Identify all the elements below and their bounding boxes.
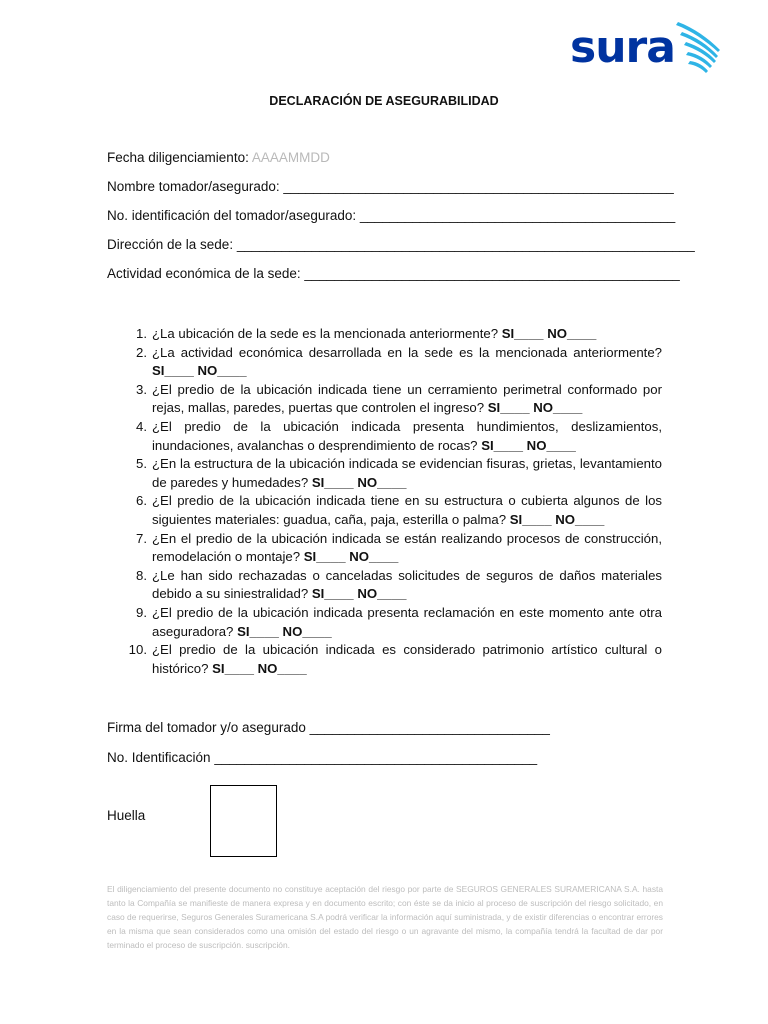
question-number: 3. [136,381,147,397]
question-item [121,381,662,418]
question-text: ¿Le han sido rechazadas o canceladas solicitudes de seguros de daños materiales debido a su siniestralidad? [152,567,662,602]
answer-no[interactable]: NO____ [282,623,332,639]
answer-si[interactable]: SI____ [311,586,354,602]
question-text: ¿La ubicación de la sede es la mencionada anteriormente? [152,326,502,341]
identificacion-label: No. Identificación [107,750,215,765]
field-identificacion[interactable] [107,208,676,237]
field-actividad[interactable] [107,266,680,295]
question-text: ¿El predio de la ubicación indicada presenta hundimientos, deslizamientos, inundaciones, avalanchas o desprendimiento de rocas? [152,418,662,453]
answer-si[interactable]: SI____ [152,363,194,379]
question-text: ¿El predio de la ubicación indicada tiene en su estructura o cubierta algunos de los siguientes materiales: guadua, caña, paja, esterilla o palma? [152,493,662,527]
header-fields [107,150,695,295]
question-number: 4. [136,418,147,434]
sura-logo [570,16,730,80]
field-line: ____________________________________________________ [283,179,674,194]
answer-no[interactable]: NO____ [349,549,399,565]
answer-si[interactable]: SI____ [509,511,552,527]
firma-label: Firma del tomador y/o asegurado [107,720,310,735]
question-item [121,492,662,529]
field-fecha[interactable] [107,150,637,179]
field-line: __________________________________________ [359,208,676,223]
question-number: 1. [136,326,147,341]
answer-no[interactable]: NO____ [526,437,576,453]
answer-no[interactable]: NO____ [197,363,247,379]
field-placeholder: AAAAMMDD [251,150,330,165]
firma-field[interactable] [107,720,550,735]
question-item [121,418,662,455]
field-label: Nombre tomador/asegurado: [107,179,284,194]
answer-si[interactable]: SI____ [237,623,279,639]
question-number: 9. [136,604,147,620]
identificacion-field[interactable] [107,750,537,765]
question-number: 10. [128,642,147,658]
answer-si[interactable]: SI____ [487,400,530,416]
field-nombre[interactable] [107,179,674,208]
answer-si[interactable]: SI____ [212,660,254,676]
answer-si[interactable]: SI____ [481,437,523,453]
question-text: ¿En el predio de la ubicación indicada se están realizando procesos de construcción, remodelación o montaje? [152,530,662,565]
answer-si[interactable]: SI____ [303,549,346,565]
question-item [121,567,662,604]
questions-list [121,325,662,678]
question-number: 2. [136,344,147,360]
question-text: ¿El predio de la ubicación indicada es considerado patrimonio artístico cultural o histórico? [152,642,662,676]
identificacion-line: ___________________________________________ [214,750,538,765]
question-text: ¿El predio de la ubicación indicada tiene un cerramiento perimetral conformado por rejas, mallas, paredes, puertas que controlen el ingreso? [152,381,662,416]
question-number: 7. [136,530,147,546]
answer-no[interactable]: NO____ [533,400,583,416]
field-label: Actividad económica de la sede: [107,266,305,281]
question-item [121,344,662,381]
huella-box[interactable] [210,785,277,857]
document-title: DECLARACIÓN DE ASEGURABILIDAD [269,94,499,108]
field-direccion[interactable] [107,237,695,266]
answer-no[interactable]: NO____ [547,326,597,341]
question-text: ¿El predio de la ubicación indicada presenta reclamación en este momento ante otra aseguradora? [152,604,662,639]
wing-icon [674,18,726,78]
field-line: _____________________________________________________________ [236,237,695,252]
question-item [121,641,662,678]
field-label: Fecha diligenciamiento: [107,150,252,165]
logo-text: sura [570,22,675,73]
firma-line: ________________________________ [309,720,550,735]
question-text: ¿En la estructura de la ubicación indicada se evidencian fisuras, grietas, levantamiento de paredes y humedades? [152,456,662,490]
question-item [121,325,662,344]
question-text: ¿La actividad económica desarrollada en la sede es la mencionada anteriormente? [152,344,662,360]
field-label: No. identificación del tomador/asegurado: [107,208,360,223]
disclaimer-footer: El diligenciamiento del presente documento no constituye aceptación del riesgo por parte de SEGUROS GENERALES SURAMERICANA S.A. hasta tanto la Compañía se manifieste de manera expresa y en documento escrito; con éste se da inicio al proceso de suscripción del riesgo solicitado, en caso de requerirse, Seguros Generales Suramericana S.A podrá verificar la información aquí suministrada, y de existir diferencias o encontrar errores en la misma que sean considerados como una omisión del estado del riesgo o un agravante del mismo, la compañía tendrá la facultad de dar por terminado el proceso de suscripción. suscripción. [107,884,663,950]
question-number: 6. [136,493,147,509]
field-label: Dirección de la sede: [107,237,237,252]
question-number: 8. [136,567,147,583]
field-line: __________________________________________________ [304,266,680,281]
question-number: 5. [136,456,147,472]
answer-si[interactable]: SI____ [501,326,544,341]
answer-si[interactable]: SI____ [311,474,354,490]
question-item [121,604,662,641]
huella-label: Huella [107,808,146,823]
question-item [121,530,662,567]
question-item [121,455,662,492]
answer-no[interactable]: NO____ [555,511,605,527]
answer-no[interactable]: NO____ [357,474,407,490]
answer-no[interactable]: NO____ [257,660,307,676]
answer-no[interactable]: NO____ [357,586,407,602]
